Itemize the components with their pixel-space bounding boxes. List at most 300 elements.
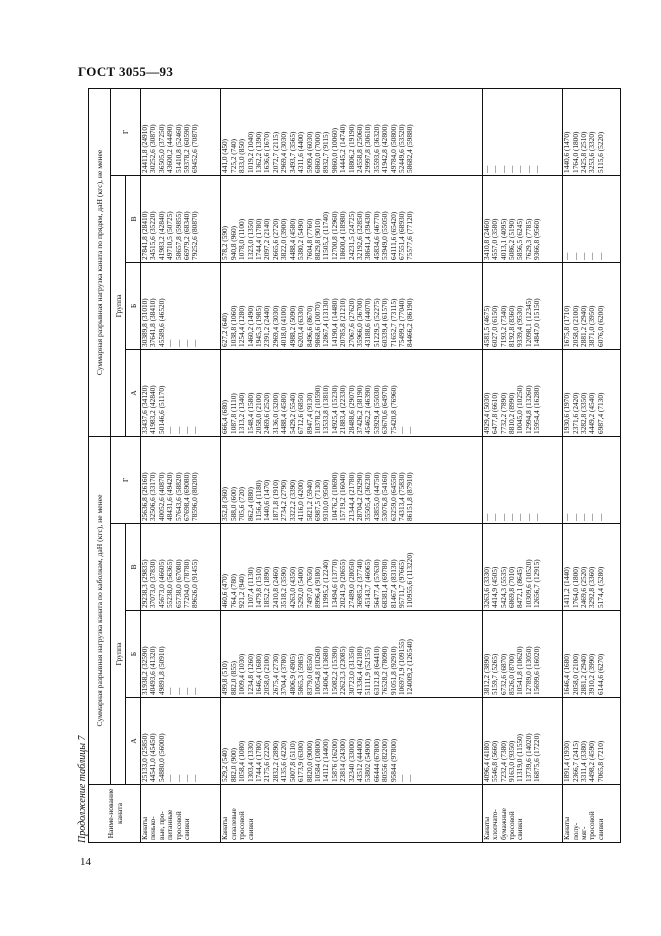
load-value: 68381,4 (69780) — [380, 559, 390, 608]
value-cell — [141, 524, 221, 611]
load-value: 30252,6 (30870) — [148, 124, 158, 173]
rope-name-line: пенько- — [148, 816, 158, 840]
load-value: 41942,8 (42800) — [380, 124, 390, 173]
load-value: 4018,0 (4100) — [279, 305, 289, 347]
load-value: 1744,4 (1780) — [254, 218, 264, 260]
load-value: 3812,2 (3890) — [481, 653, 491, 695]
load-value: 5086,2 (5190) — [506, 218, 516, 260]
load-value: 56477,4 (57630) — [371, 559, 381, 608]
load-value: 1156,4 (1180) — [254, 480, 264, 521]
rope-name-line: питанные — [165, 809, 175, 840]
load-value: 5424,3 (5535) — [498, 566, 508, 608]
load-value: 1764,0 (1800) — [570, 566, 580, 608]
load-value: 1234,8 (1260) — [245, 653, 255, 695]
load-value: 12789,0 (13050) — [523, 646, 533, 695]
load-value: 2058,0 (2100) — [570, 653, 580, 695]
load-value: 352,8 (360) — [220, 486, 230, 521]
load-value: 2391,2 (2440) — [262, 305, 272, 347]
load-value: 6173,9 (6300) — [296, 740, 306, 782]
load-value: 10541,8 (10620) — [515, 646, 525, 695]
load-value: 27841,8 (28410) — [140, 211, 149, 260]
load-value: 7193,2 (7340) — [498, 305, 508, 347]
load-value: 12700,8 (12960) — [329, 211, 339, 260]
load-value: — — [498, 513, 508, 521]
load-value: 2881,2 (2940) — [578, 305, 588, 347]
load-value: 4263,0 (4350) — [287, 566, 297, 608]
load-value: 2072,7 (2115) — [270, 131, 280, 173]
load-value: 27067,6 (27620) — [346, 298, 356, 347]
load-value: 67551,4 (68930) — [396, 211, 406, 260]
col-header-yarn-load: Суммарная разрывная нагрузка каната по каболкам, даН (кгс), не менее — [89, 436, 111, 784]
value-cell — [482, 262, 562, 349]
load-value: 4488,4 (4580) — [287, 218, 297, 260]
load-value: 15699,6 (16020) — [532, 646, 542, 695]
load-value: 45589,6 (46520) — [156, 298, 166, 347]
load-value: 1038,8 (1060) — [228, 305, 238, 347]
load-value: 7497,0 (7650) — [304, 566, 314, 608]
load-value: 7065,8 (7210) — [595, 740, 605, 782]
value-cell — [563, 524, 621, 611]
load-value: — — [481, 165, 491, 173]
load-value: 6869,8 (7010) — [506, 566, 516, 608]
load-value: 41983,2 (42840) — [156, 211, 166, 260]
load-value: 2734,2 (2790) — [279, 479, 289, 521]
load-value: 5546,8 (5660) — [490, 740, 500, 782]
sub-header-g2: Г — [111, 88, 141, 175]
load-value: 75420,8 (76960) — [388, 385, 398, 434]
rope-name-line: Канаты — [140, 816, 149, 840]
rope-name-line: тросовой — [173, 811, 183, 840]
load-value: 65738,0 (67080) — [173, 559, 183, 608]
col-header-rope-name: Наиме-нование каната — [89, 785, 141, 843]
load-value: — — [506, 513, 516, 521]
load-value: 53929,4 (55030) — [371, 385, 381, 434]
value-cell — [221, 698, 482, 785]
value-cell — [221, 524, 482, 611]
load-value: 49784,0 (50800) — [388, 124, 398, 173]
load-value: 12994,8 (13260) — [523, 385, 533, 434]
load-value: 53076,8 (54160) — [380, 472, 390, 521]
load-value: 16875,6 (17220) — [532, 733, 542, 782]
load-value: 24558,8 (25060) — [354, 124, 364, 173]
load-value: 4449,2 (4540) — [587, 392, 597, 434]
rope-name-line: Канаты — [481, 816, 491, 840]
rope-name-cell — [563, 785, 621, 843]
load-value: 31938,2 (32590) — [140, 646, 149, 695]
load-value: 86151,8 (87910) — [405, 472, 415, 521]
load-value: 1411,2 (1440) — [562, 566, 572, 608]
load-value: 43512 (44400) — [354, 738, 364, 782]
load-value: 9310,0 (9500) — [321, 479, 331, 521]
load-value: 1058,4 (1080) — [237, 740, 247, 782]
load-value: 54880,0 (56000) — [156, 733, 166, 782]
load-value: 3493,7 (3565) — [287, 131, 297, 173]
value-cell — [221, 175, 482, 262]
load-value: 58657,8 (59855) — [173, 211, 183, 260]
load-value: 89626,0 (91455) — [190, 559, 200, 608]
rope-name-line: вые, про- — [156, 811, 166, 840]
load-value: 10584 (10800) — [312, 738, 322, 782]
load-value: 6732,6 (6870) — [498, 653, 508, 695]
load-value: 725,2 (740) — [228, 138, 238, 173]
load-value: 1871,8 (1910) — [270, 479, 280, 521]
load-value: 1019,2 (1040) — [245, 131, 255, 173]
load-value: 1675,8 (1710) — [562, 305, 572, 347]
load-value: 3410,8 (2460) — [481, 218, 491, 260]
load-value: 1323,0 (1350) — [245, 218, 255, 260]
load-value: 37073,0 (37830) — [148, 559, 158, 608]
load-value: — — [173, 339, 183, 347]
load-value: — — [570, 252, 580, 260]
load-value: 106971,9 (109155) — [396, 639, 406, 695]
load-value: 1009,4 (1030) — [237, 653, 247, 695]
load-value: 1945,3 (1985) — [254, 305, 264, 347]
load-value: 5174,4 (5280) — [595, 566, 605, 608]
load-value: 95711,7 (97665) — [396, 559, 406, 608]
value-cell — [482, 436, 562, 523]
load-value: 627,2 (640) — [220, 312, 230, 347]
load-value: 49710,5 (50725) — [165, 211, 175, 260]
load-value: 35505,4 (36230) — [363, 472, 373, 521]
load-value: 14445,2 (14740) — [338, 124, 348, 173]
load-value: — — [587, 252, 597, 260]
load-value: — — [481, 513, 491, 521]
load-value: 50146,6 (51170) — [156, 385, 166, 434]
load-value: 5821,2 (5940) — [304, 479, 314, 521]
load-value: 24411,8 (24910) — [140, 124, 149, 173]
value-cell — [221, 88, 482, 175]
load-value: 15719,2 (16040) — [338, 472, 348, 521]
load-value: 66979,2 (68340) — [182, 211, 192, 260]
load-value: 30723,0 (31350) — [346, 646, 356, 695]
sub-header-b2: Б — [126, 262, 141, 349]
value-cell — [141, 698, 221, 785]
load-value: 1078,0 (1100) — [237, 218, 247, 260]
load-value: 95844 (97800) — [388, 738, 398, 782]
load-value: 8829,8 (9010) — [312, 218, 322, 260]
load-value: 1891,4 (1930) — [562, 740, 572, 782]
value-cell — [482, 88, 562, 175]
load-value: 64111,6 (65420) — [388, 211, 398, 260]
load-value: — — [165, 339, 175, 347]
breaking-load-table — [88, 88, 621, 843]
load-value: 13494,6 (13770) — [329, 559, 339, 608]
load-value: 441,0 (450) — [220, 138, 230, 173]
rope-name-line: полу- — [570, 822, 580, 840]
load-value: 13406,4 (13680) — [321, 646, 331, 695]
load-value: 32192,6 (32850) — [354, 211, 364, 260]
page-number: 14 — [80, 856, 91, 868]
load-value: 4581,5 (4675) — [481, 305, 491, 347]
load-value: 705,6 (720) — [237, 486, 247, 521]
load-value: 8820,0 (9000) — [304, 740, 314, 782]
load-value: 10378,2 (10590) — [312, 385, 322, 434]
load-value: 74313,4 (75830) — [396, 472, 406, 521]
load-value: — — [523, 513, 533, 521]
load-value: 2675,4 (2730) — [270, 653, 280, 695]
load-value: 6987,5 (7130) — [312, 479, 322, 521]
load-value: 66444 (67800) — [371, 738, 381, 782]
load-value: 882,0 (855) — [228, 660, 238, 695]
load-value: 4488,4 (4580) — [279, 392, 289, 434]
load-value: 59378,2 (60590) — [182, 124, 192, 173]
load-value: 15876 (16200) — [329, 738, 339, 782]
rope-name-line: хлопчато- — [490, 809, 500, 840]
table-row — [221, 88, 482, 842]
load-value: 79252,6 (80870) — [190, 211, 200, 260]
load-value: — — [562, 252, 572, 260]
load-value: 14190,4 (14480) — [329, 298, 339, 347]
value-cell — [563, 262, 621, 349]
load-value: 499,8 (510) — [220, 660, 230, 695]
load-value: 4013,1 (4095) — [498, 218, 508, 260]
load-value: 53802 (54900) — [363, 738, 373, 782]
load-value: 8192,8 (8360) — [506, 305, 516, 347]
load-value: — — [532, 513, 542, 521]
table-row — [563, 88, 621, 842]
load-value: 27489,0 (28050) — [346, 559, 356, 608]
value-cell — [563, 175, 621, 262]
load-value: 10054,8 (10260) — [312, 646, 322, 695]
load-value: 38641,4 (39430) — [363, 211, 373, 260]
load-value: 6860,0 (7000) — [312, 131, 322, 173]
load-value: 21344,4 (21780) — [346, 472, 356, 521]
load-value: 75499,2 (77040) — [396, 298, 406, 347]
load-value: 2969,4 (3030) — [270, 305, 280, 347]
load-value: 8996,4 (9180) — [312, 566, 322, 608]
load-value: 21883,4 (22330) — [338, 385, 348, 434]
load-value: 13533,8 (13810) — [321, 385, 331, 434]
load-value: 6144,6 (6270) — [595, 653, 605, 695]
load-value: 25636,8 (26160) — [140, 472, 149, 521]
load-value: 18600,4 (18980) — [338, 211, 348, 260]
load-value: — — [182, 426, 192, 434]
load-value: 53949,0 (55050) — [380, 211, 390, 260]
load-value: 862,4 (880) — [245, 486, 255, 521]
load-value: 4096,4 (4180) — [481, 740, 491, 782]
value-cell — [563, 349, 621, 436]
rope-name-line: тросовой — [237, 811, 247, 840]
load-value: — — [190, 774, 200, 782]
load-value: 45834,6 (46770) — [371, 211, 381, 260]
load-value: 7604,8 (7760) — [304, 218, 314, 260]
load-value: 4311,6 (4400) — [296, 131, 306, 173]
load-value: 529,2 (540) — [220, 747, 230, 782]
load-value: 51229,5 (52275) — [371, 298, 381, 347]
load-value: 32506,6 (33170) — [148, 472, 158, 521]
load-value: 4929,4 (5030) — [481, 392, 491, 434]
value-cell — [482, 611, 562, 698]
load-value: 78596,0 (80200) — [190, 472, 200, 521]
load-value: 48431,6 (49420) — [165, 472, 175, 521]
rope-name-cell — [482, 785, 562, 843]
load-value: 1087,8 (1110) — [228, 393, 238, 434]
load-value: 25133,0 (25850) — [140, 733, 149, 782]
load-value: 1313,2 (1340) — [237, 392, 247, 434]
table-row — [141, 88, 221, 842]
col-header-strand-load: Суммарная разрывная нагрузка каната по прядям, даН (кгс), не менее — [89, 88, 111, 436]
load-value: 4135,6 (4220) — [279, 740, 289, 782]
load-value: 37641,8 (38410) — [148, 298, 158, 347]
load-value: 578,2 (590) — [220, 225, 230, 260]
load-value: 34515,6 (35220) — [148, 211, 158, 260]
load-value: 6203,4 (6330) — [296, 305, 306, 347]
load-value: 1362,2 (1390) — [254, 131, 264, 173]
load-value: 9366,8 (9560) — [532, 218, 542, 260]
rope-name-line: мяг- — [578, 826, 588, 840]
value-cell — [221, 262, 482, 349]
load-value: 2665,6 (2720) — [270, 218, 280, 260]
rope-name-line: сизалевые — [228, 808, 238, 840]
value-cell — [563, 88, 621, 175]
load-value: 43855,0 (44750) — [371, 472, 381, 521]
load-value: 882,0 (900) — [228, 747, 238, 782]
load-value: 9860,0 (10060) — [329, 127, 339, 173]
sub-header-a1: А — [126, 698, 141, 785]
load-value: 2469,6 (2520) — [262, 392, 272, 434]
load-value: 7232,4 (7380) — [498, 740, 508, 782]
rope-name-line: свивки — [182, 818, 192, 840]
load-value: — — [405, 774, 415, 782]
load-value: — — [173, 426, 183, 434]
load-value: 36985,2 (37740) — [354, 559, 364, 608]
load-value: 24231,5 (24725) — [346, 211, 356, 260]
load-value: 11319,0 (11550) — [515, 733, 525, 782]
load-value: — — [182, 339, 192, 347]
load-value: 69452,6 (70870) — [190, 124, 200, 173]
load-value: 2058,0 (2100) — [254, 392, 264, 434]
value-cell — [141, 88, 221, 175]
load-value: 71652,7 (73115) — [388, 298, 398, 347]
load-value: 44541,0 (45450) — [148, 733, 158, 782]
load-value: 51111,9 (52155) — [363, 647, 373, 695]
load-value: 3263,6 (3330) — [481, 566, 491, 608]
rope-name-line: бумажные — [498, 808, 508, 840]
load-value: 15954,4 (16280) — [532, 385, 542, 434]
load-value: 14925,4 (15230) — [329, 385, 339, 434]
load-value: — — [515, 513, 525, 521]
load-value: — — [523, 165, 533, 173]
load-value: 8379,0 (8550) — [304, 653, 314, 695]
load-value: 5007,8 (5110) — [287, 740, 297, 782]
load-value: 81467,4 (83130) — [388, 559, 398, 608]
load-value: 3311,4 (3380) — [578, 740, 588, 782]
value-cell — [141, 436, 221, 523]
load-value: — — [498, 165, 508, 173]
load-value: — — [165, 687, 175, 695]
load-value: 29238,3 (29835) — [140, 559, 149, 608]
value-cell — [563, 698, 621, 785]
load-value: 6027,0 (6150) — [490, 305, 500, 347]
load-value: 10309,6 (10520) — [523, 559, 533, 608]
load-value: 14847,0 (15150) — [532, 298, 542, 347]
load-value: 1107,4 (1130) — [245, 567, 255, 608]
load-value: — — [506, 165, 516, 173]
document-code: ГОСТ 3055—93 — [78, 64, 174, 79]
load-value: 6712,6 (6850) — [296, 392, 306, 434]
load-value: 20241,9 (20655) — [338, 559, 348, 608]
rope-name-line: свивки — [245, 818, 255, 840]
load-value: 58682,4 (59880) — [405, 124, 415, 173]
load-value: 2832,2 (2890) — [270, 740, 280, 782]
load-value: 8947,4 (9130) — [304, 392, 314, 434]
load-value: 1254,4 (1280) — [237, 305, 247, 347]
load-value: 1548,4 (1580) — [245, 392, 255, 434]
load-value: 8810,2 (8990) — [506, 392, 516, 434]
load-value: 43188,6 (44070) — [363, 298, 373, 347]
load-value: 1764,0 (1800) — [570, 131, 580, 173]
load-value: 32340 (33000) — [346, 738, 356, 782]
load-value: 1646,4 (1680) — [254, 653, 264, 695]
load-value: 77204,0 (78780) — [182, 559, 192, 608]
rope-name-line: Канаты — [220, 816, 230, 840]
load-value: 110955,6 (113220) — [405, 552, 415, 608]
load-value: 22623,3 (23085) — [338, 646, 348, 695]
load-value: 18806,2 (19190) — [346, 124, 356, 173]
load-value: — — [396, 774, 406, 782]
load-value: 60339,4 (61570) — [380, 298, 390, 347]
load-value: 1440,6 (1470) — [262, 479, 272, 521]
load-value: 2410,8 (2460) — [270, 566, 280, 608]
load-value: — — [595, 252, 605, 260]
load-value: 3322,2 (3390) — [287, 479, 297, 521]
load-value: — — [595, 513, 605, 521]
load-value: 45673,0 (46605) — [156, 559, 166, 608]
load-value: 33437,6 (34120) — [140, 385, 149, 434]
load-value: 55238,0 (56365) — [165, 559, 175, 608]
load-value: — — [490, 513, 500, 521]
load-value: 1646,4 (1680) — [562, 653, 572, 695]
load-value: 12656,7 (12915) — [532, 559, 542, 608]
load-value: — — [190, 687, 200, 695]
sub-header-a2: А — [126, 349, 141, 436]
table-row — [482, 88, 562, 842]
load-value: 36505,0 (37250) — [156, 124, 166, 173]
rope-name-line: тросовой — [506, 811, 516, 840]
load-value: 8526,0 (8700) — [506, 653, 516, 695]
load-value: 15082,2 (15390) — [329, 646, 339, 695]
load-value: — — [578, 513, 588, 521]
load-value: 3871,0 (3950) — [587, 305, 597, 347]
load-value: 2469,6 (2520) — [578, 566, 588, 608]
load-value: 2175,6 (2220) — [262, 740, 272, 782]
load-value: 28704,2 (29290) — [354, 472, 364, 521]
load-value: 3282,8 (3350) — [578, 392, 588, 434]
load-value: 4988,2 (5090) — [287, 305, 297, 347]
load-value: 84466,2 (86190) — [405, 298, 415, 347]
table-caption: Продолжение таблицы 7 — [77, 735, 88, 843]
load-value: 764,4 (780) — [228, 573, 238, 608]
load-value: — — [570, 513, 580, 521]
load-value: 63259,0 (64550) — [388, 472, 398, 521]
load-value: 67698,4 (69080) — [182, 472, 192, 521]
rope-name-cell — [141, 785, 221, 843]
load-value: 2881,2 (2940) — [578, 653, 588, 695]
load-value: 13739,6 (14020) — [523, 733, 533, 782]
load-value: 124009,2 (126540) — [405, 639, 415, 695]
load-value: — — [396, 426, 406, 434]
load-value: — — [182, 774, 192, 782]
rope-name-line: тросовой — [587, 811, 597, 840]
load-value: 1440,6 (1470) — [562, 131, 572, 173]
load-value: 1744,4 (1780) — [254, 740, 264, 782]
load-value: 3518,2 (3590) — [279, 566, 289, 608]
sub-header-v2: В — [126, 175, 141, 262]
load-value: 6076,0 (6200) — [595, 305, 605, 347]
load-value: 35966,0 (36700) — [354, 298, 364, 347]
load-value: — — [165, 774, 175, 782]
load-value: 75577,6 (77120) — [405, 211, 415, 260]
